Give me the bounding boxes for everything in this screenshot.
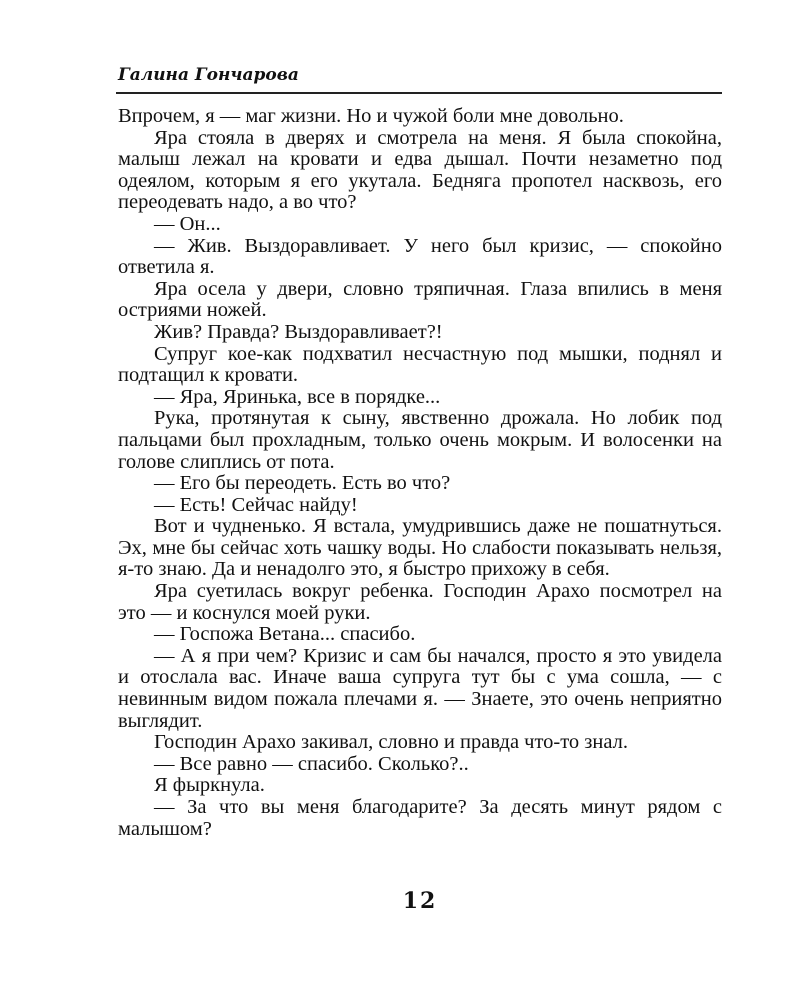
header-rule (116, 92, 722, 94)
paragraph: — Все равно — спасибо. Сколько?.. (154, 752, 469, 775)
paragraph: — Яра, Яринька, все в порядке... (154, 385, 441, 408)
paragraph: Впрочем, я — маг жизни. Но и чужой боли мне довольно. (118, 105, 624, 127)
paragraph: Господин Арахо закивал, словно и правда что-то знал. (154, 731, 629, 754)
paragraph: Жив? Правда? Выздоравливает?! (154, 320, 443, 343)
paragraph: — Жив. Выздоравливает. У него был кризис, — спокойно ответила я. (118, 234, 722, 279)
paragraph: Рука, протянутая к сыну, явственно дрожала. Но лобик под пальцами был прохладным, только очень мокрым. И волосенки на голове слиплись от пота. (118, 407, 722, 473)
paragraph: Яра осела у двери, словно тряпичная. Глаза впились в меня остриями ножей. (118, 277, 722, 322)
paragraph: — Он... (154, 212, 221, 235)
paragraph: — Госпожа Ветана... спасибо. (154, 623, 416, 646)
paragraph: — Его бы переодеть. Есть во что? (154, 472, 451, 495)
paragraph: Яра стояла в дверях и смотрела на меня. Я была спокойна, малыш лежал на кровати и едва дышал. Почти незаметно под одеялом, которым я его укутала. Бедняга пропотел насквозь, его переодевать надо, а во что? (118, 126, 722, 214)
body-text (118, 106, 722, 840)
paragraph: — За что вы меня благодарите? За десять минут рядом с малышом? (118, 796, 722, 840)
page-number: 12 (402, 888, 438, 914)
paragraph: Супруг кое-как подхватил несчастную под мышки, поднял и подтащил к кровати. (118, 342, 722, 387)
paragraph: Вот и чудненько. Я встала, умудрившись даже не пошатнуться. Эх, мне бы сейчас хоть чашку воды. Но слабости показывать нельзя, я-то знаю. Да и ненадолго это, я быстро прихожу в себя. (118, 515, 722, 581)
paragraph: — Есть! Сейчас найду! (154, 493, 358, 516)
paragraph: — А я при чем? Кризис и сам бы начался, просто я это увидела и отослала вас. Иначе ваша супруга тут бы с ума сошла, — с невинным видом пожала плечами я. — Знаете, это очень неприятно выглядит. (118, 644, 722, 732)
paragraph: Яра суетилась вокруг ребенка. Господин Арахо посмотрел на это — и коснулся моей руки. (118, 580, 722, 624)
paragraph: Я фыркнула. (154, 774, 265, 797)
running-head-author: Галина Гончарова (118, 65, 299, 85)
